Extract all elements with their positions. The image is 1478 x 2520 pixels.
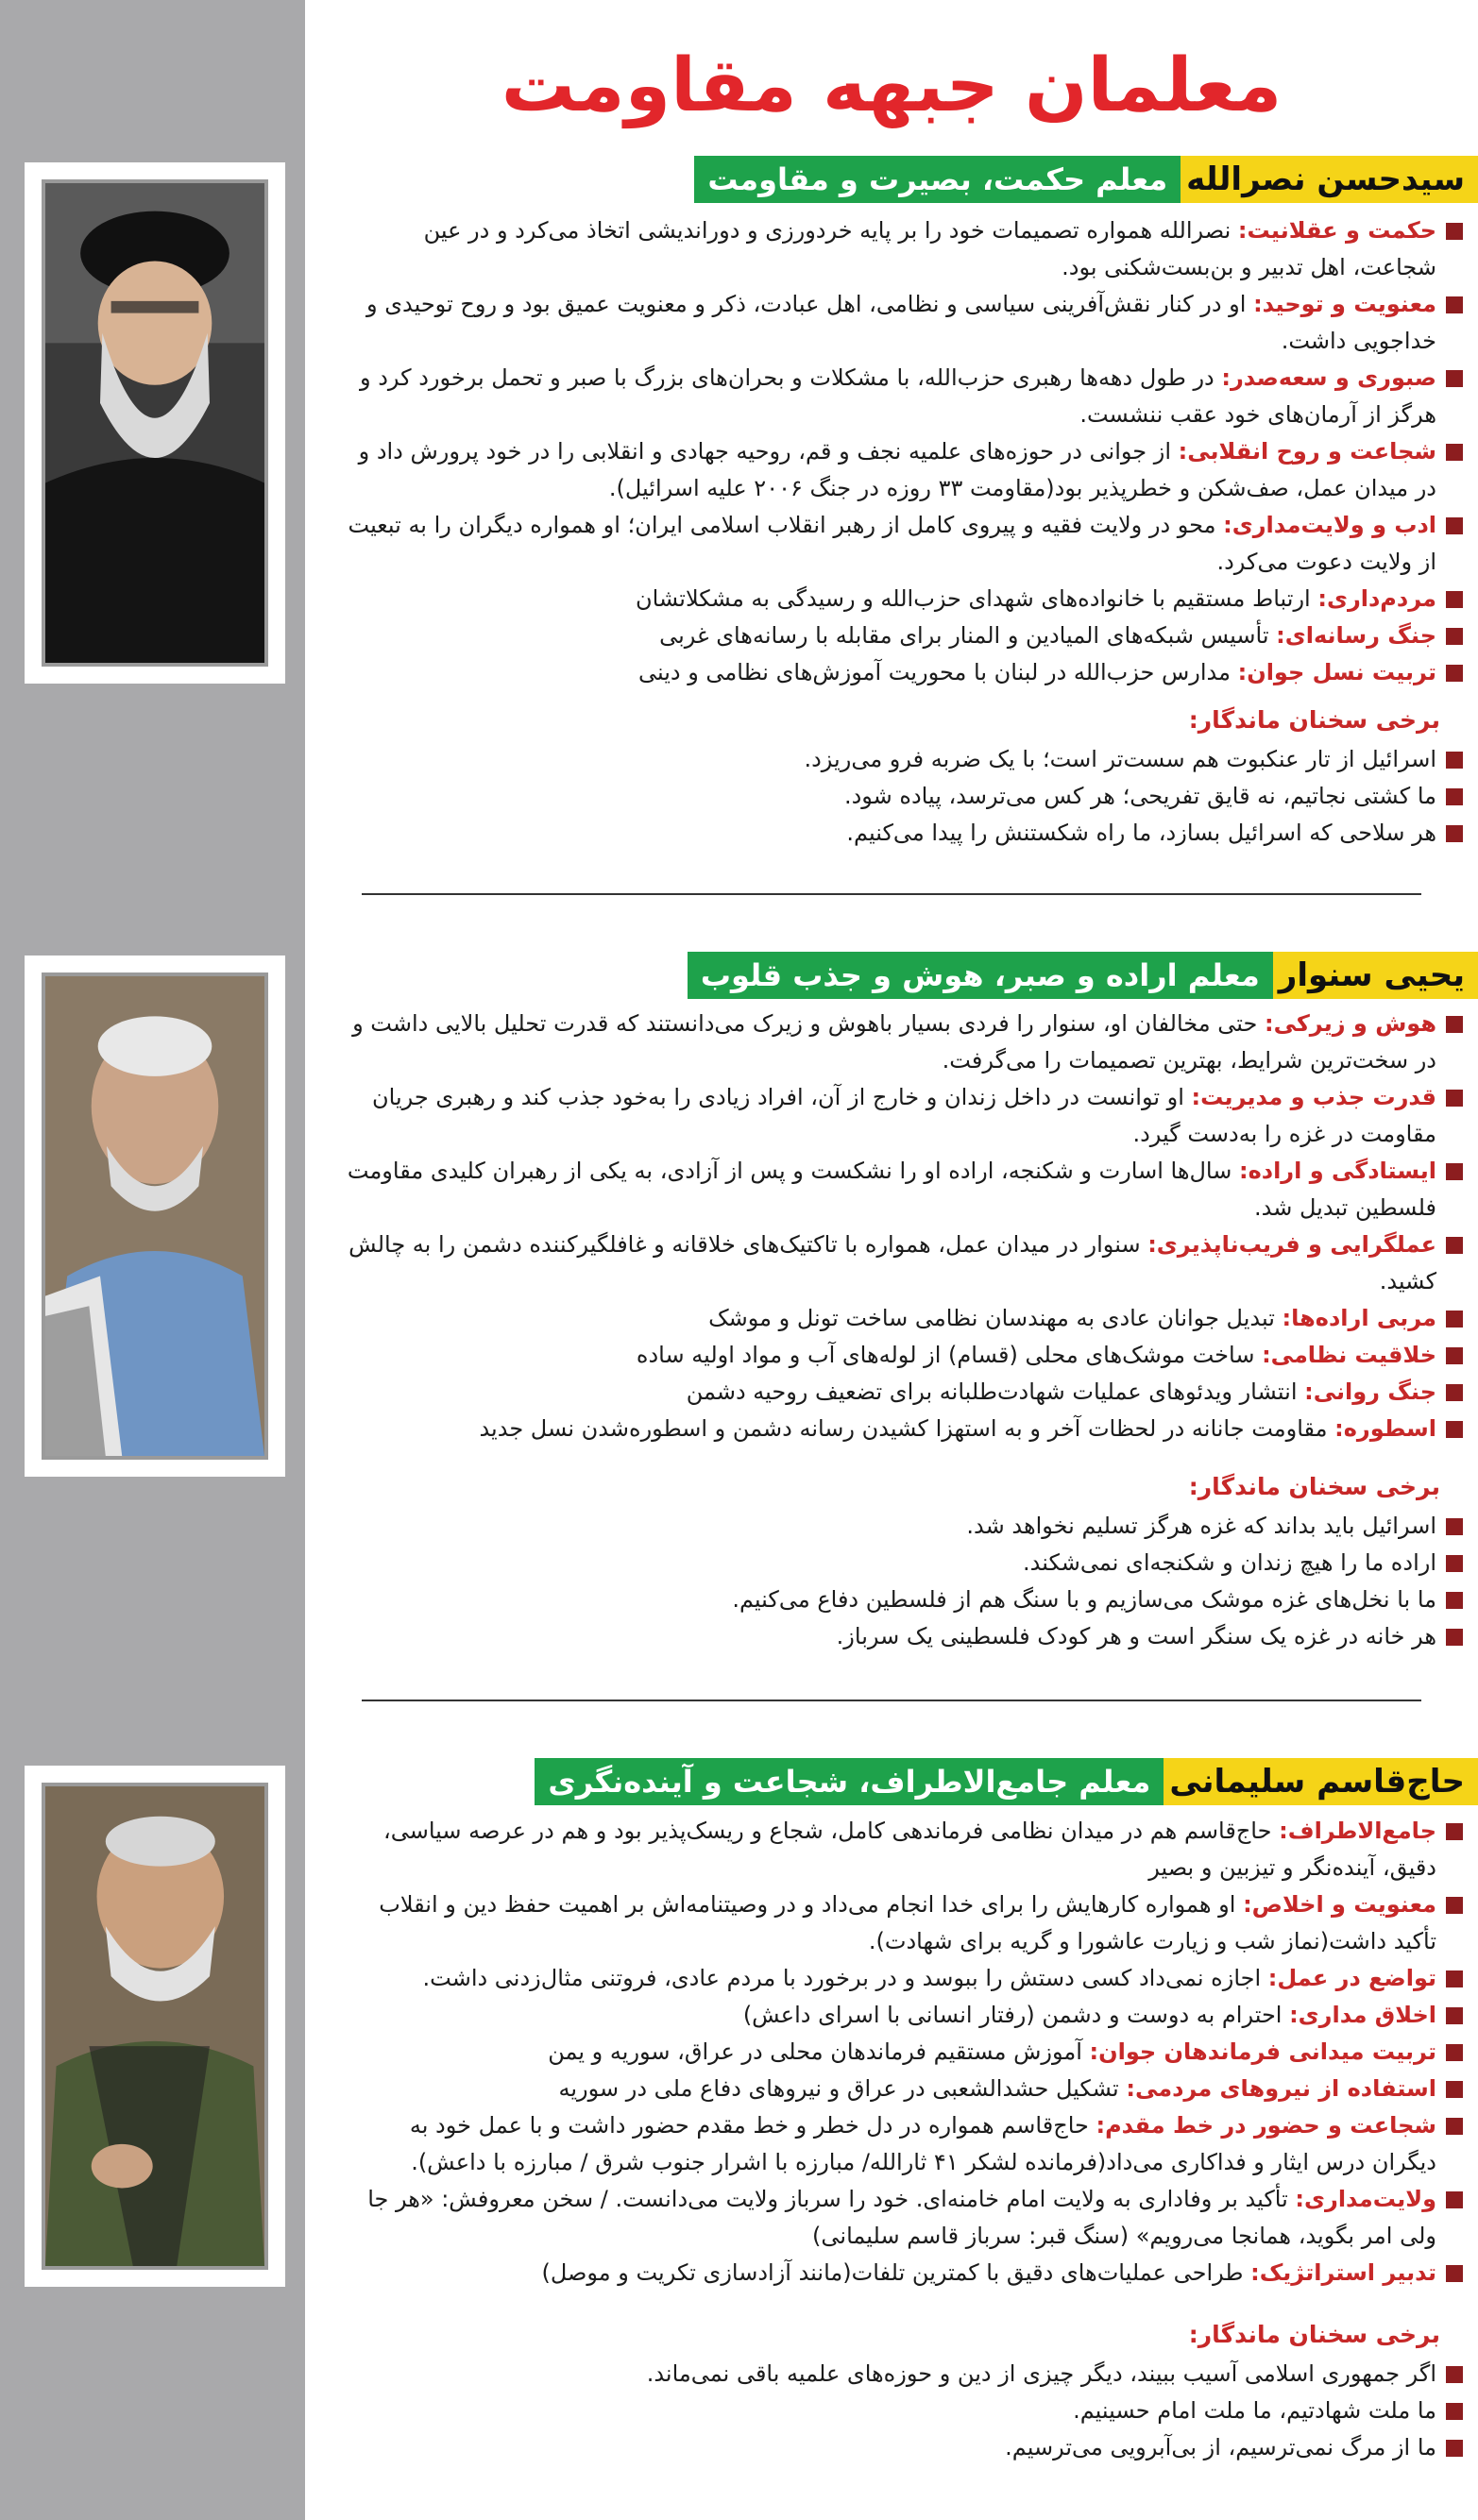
square-bullet-icon (1446, 296, 1463, 313)
square-bullet-icon (1446, 788, 1463, 805)
page-title: معلمان جبهه مقاومت (501, 43, 1283, 128)
section-3-quotes (345, 2356, 1469, 2466)
square-bullet-icon (1446, 1311, 1463, 1328)
section-1-name: سیدحسن نصرالله (1181, 156, 1478, 203)
quote-item: ما ملت شهادتیم، ما ملت امام حسینیم. (345, 2393, 1469, 2429)
list-item: تدبیر استراتژیک: طراحی عملیات‌های دقیق با کمترین تلفات(مانند آزادسازی تکریت و موصل) (345, 2255, 1469, 2292)
section-2-tagline: معلم اراده و صبر، هوش و جذب قلوب (688, 952, 1273, 999)
square-bullet-icon (1446, 1970, 1463, 1987)
square-bullet-icon (1446, 2191, 1463, 2208)
portrait-soleimani (25, 1766, 285, 2287)
section-1-tagline: معلم حکمت، بصیرت و مقاومت (694, 156, 1181, 203)
portrait-sinwar (25, 956, 285, 1477)
square-bullet-icon (1446, 825, 1463, 842)
portrait-sinwar-image (45, 976, 264, 1456)
list-item: خلاقیت نظامی: ساخت موشک‌های محلی (قسام) از لوله‌های آب و مواد اولیه ساده (345, 1337, 1469, 1374)
square-bullet-icon (1446, 2440, 1463, 2457)
section-1-quotes-title: برخی سخنان ماندگار: (1188, 706, 1440, 734)
list-item: هوش و زیرکی: حتی مخالفان او، سنوار را فردی بسیار باهوش و زیرک می‌دانستند که قدرت تحلیل بالایی داشت و در سخت‌ترین شرایط، بهترین تصمیمات را می‌گرفت. (345, 1006, 1469, 1079)
list-item: اسطوره: مقاومت جانانه در لحظات آخر و به استهزا کشیدن رسانه دشمن و اسطوره‌شدن نسل جدید (345, 1411, 1469, 1447)
list-item: ادب و ولایت‌مداری: محو در ولایت فقیه و پیروی کامل از رهبر انقلاب اسلامی ایران؛ او همواره دیگران را به تبعیت از ولایت دعوت می‌کرد. (345, 507, 1469, 581)
square-bullet-icon (1446, 370, 1463, 387)
square-bullet-icon (1446, 1016, 1463, 1033)
list-item: شجاعت و حضور در خط مقدم: حاج‌قاسم همواره در دل خطر و خط مقدم حضور داشت و با عمل خود به دیگران درس ایثار و فداکاری می‌داد(فرمانده لشکر ۴۱ ثارالله/ مبارزه با اشرار جنوب شرق / مبارزه با داعش). (345, 2107, 1469, 2181)
square-bullet-icon (1446, 665, 1463, 682)
list-item: صبوری و سعه‌صدر: در طول دهه‌ها رهبری حزب‌الله، با مشکلات و بحران‌های بزرگ با صبر و تحمل برخورد کرد و هرگز از آرمان‌های خود عقب ننشست. (345, 360, 1469, 433)
section-1-items (345, 212, 1469, 691)
quote-item: ما از مرگ نمی‌ترسیم، از بی‌آبرویی می‌ترسیم. (345, 2429, 1469, 2466)
section-2-name: یحیی سنوار (1273, 952, 1478, 999)
section-2-quotes-title: برخی سخنان ماندگار: (1188, 1473, 1440, 1500)
square-bullet-icon (1446, 1090, 1463, 1107)
square-bullet-icon (1446, 1237, 1463, 1254)
quote-item: اسرائیل باید بداند که غزه هرگز تسلیم نخواهد شد. (345, 1508, 1469, 1545)
list-item: جنگ رسانه‌ای: تأسیس شبکه‌های المیادین و المنار برای مقابله با رسانه‌های غربی (345, 617, 1469, 654)
list-item: شجاعت و روح انقلابی: از جوانی در حوزه‌های علمیه نجف و قم، روحیه جهادی و انقلابی را در خود پرورش داد و در میدان عمل، صف‌شکن و خطرپذیر بود(مقاومت ۳۳ روزه در جنگ ۲۰۰۶ علیه اسرائیل). (345, 433, 1469, 507)
section-1-header (694, 156, 1478, 203)
square-bullet-icon (1446, 1823, 1463, 1840)
list-item: تربیت میدانی فرماندهان جوان: آموزش مستقیم فرماندهان محلی در عراق، سوریه و یمن (345, 2034, 1469, 2071)
list-item: اخلاق مداری: احترام به دوست و دشمن (رفتار انسانی با اسرای داعش) (345, 1997, 1469, 2034)
square-bullet-icon (1446, 1897, 1463, 1914)
square-bullet-icon (1446, 2265, 1463, 2282)
portrait-soleimani-image (45, 1786, 264, 2266)
list-item: حکمت و عقلانیت: نصرالله همواره تصمیمات خود را بر پایه خردورزی و دوراندیشی اتخاذ می‌کرد و در عین شجاعت، اهل تدبیر و بن‌بست‌شکنی بود. (345, 212, 1469, 286)
section-3-tagline: معلم جامع‌الاطراف، شجاعت و آینده‌نگری (535, 1758, 1164, 1805)
square-bullet-icon (1446, 2007, 1463, 2024)
section-divider (362, 893, 1421, 895)
quote-item: اسرائیل از تار عنکبوت هم سست‌تر است؛ با یک ضربه فرو می‌ریزد. (345, 741, 1469, 778)
section-3-quotes-title: برخی سخنان ماندگار: (1188, 2321, 1440, 2348)
square-bullet-icon (1446, 1592, 1463, 1609)
list-item: جامع‌الاطراف: حاج‌قاسم هم در میدان نظامی فرماندهی کامل، شجاع و ریسک‌پذیر بود و هم در عرصه سیاسی، دقیق، آینده‌نگر و تیزبین و بصیر (345, 1813, 1469, 1886)
quote-item: ما کشتی نجاتیم، نه قایق تفریحی؛ هر کس می‌ترسد، پیاده شود. (345, 778, 1469, 815)
section-divider (362, 1700, 1421, 1701)
quote-item: اراده ما را هیچ زندان و شکنجه‌ای نمی‌شکند. (345, 1545, 1469, 1581)
portrait-nasrallah-image (45, 183, 264, 663)
list-item: مربی اراده‌ها: تبدیل جوانان عادی به مهندسان نظامی ساخت تونل و موشک (345, 1300, 1469, 1337)
square-bullet-icon (1446, 1555, 1463, 1572)
square-bullet-icon (1446, 2366, 1463, 2383)
list-item: ولایت‌مداری: تأکید بر وفاداری به ولایت امام خامنه‌ای. خود را سرباز ولایت می‌دانست. / سخن معروفش: «هر جا ولی امر بگوید، همانجا می‌رویم» (سنگ قبر: سرباز قاسم سلیمانی) (345, 2181, 1469, 2255)
list-item: تربیت نسل جوان: مدارس حزب‌الله در لبنان با محوریت آموزش‌های نظامی و دینی (345, 654, 1469, 691)
square-bullet-icon (1446, 444, 1463, 461)
square-bullet-icon (1446, 2081, 1463, 2098)
list-item: معنویت و اخلاص: او همواره کارهایش را برای خدا انجام می‌داد و در وصیتنامه‌اش بر اهمیت حفظ دین و انقلاب تأکید داشت(نماز شب و زیارت عاشورا و گریه برای شهادت). (345, 1886, 1469, 1960)
quote-item: اگر جمهوری اسلامی آسیب ببیند، دیگر چیزی از دین و حوزه‌های علمیه باقی نمی‌ماند. (345, 2356, 1469, 2393)
section-2-header (688, 952, 1478, 999)
square-bullet-icon (1446, 1421, 1463, 1438)
square-bullet-icon (1446, 1384, 1463, 1401)
square-bullet-icon (1446, 628, 1463, 645)
square-bullet-icon (1446, 1163, 1463, 1180)
square-bullet-icon (1446, 2118, 1463, 2135)
section-3-name: حاج‌قاسم سلیمانی (1164, 1758, 1478, 1805)
square-bullet-icon (1446, 2403, 1463, 2420)
square-bullet-icon (1446, 1518, 1463, 1535)
list-item: استفاده از نیروهای مردمی: تشکیل حشدالشعبی در عراق و نیروهای دفاع ملی در سوریه (345, 2071, 1469, 2107)
quote-item: هر خانه در غزه یک سنگر است و هر کودک فلسطینی یک سرباز. (345, 1618, 1469, 1655)
square-bullet-icon (1446, 1629, 1463, 1646)
portrait-nasrallah (25, 162, 285, 684)
square-bullet-icon (1446, 752, 1463, 769)
square-bullet-icon (1446, 517, 1463, 534)
list-item: تواضع در عمل: اجازه نمی‌داد کسی دستش را ببوسد و در برخورد با مردم عادی، فروتنی مثال‌زدنی داشت. (345, 1960, 1469, 1997)
list-item: عملگرایی و فریب‌ناپذیری: سنوار در میدان عمل، همواره با تاکتیک‌های خلاقانه و غافلگیرکننده دشمن را به چالش کشید. (345, 1226, 1469, 1300)
square-bullet-icon (1446, 2044, 1463, 2061)
quote-item: ما با نخل‌های غزه موشک می‌سازیم و با سنگ هم از فلسطین دفاع می‌کنیم. (345, 1581, 1469, 1618)
section-3-items (345, 1813, 1469, 2292)
section-2-items (345, 1006, 1469, 1447)
list-item: ایستادگی و اراده: سال‌ها اسارت و شکنجه، اراده او را نشکست و پس از آزادی، به یکی از رهبران کلیدی مقاومت فلسطین تبدیل شد. (345, 1153, 1469, 1226)
section-3-header (535, 1758, 1478, 1805)
square-bullet-icon (1446, 223, 1463, 240)
quote-item: هر سلاحی که اسرائیل بسازد، ما راه شکستنش را پیدا می‌کنیم. (345, 815, 1469, 852)
section-1-quotes (345, 741, 1469, 852)
square-bullet-icon (1446, 1347, 1463, 1364)
list-item: معنویت و توحید: او در کنار نقش‌آفرینی سیاسی و نظامی، اهل عبادت، ذکر و معنویت عمیق بود و روح توحیدی و خداجویی داشت. (345, 286, 1469, 360)
square-bullet-icon (1446, 591, 1463, 608)
list-item: مردم‌داری: ارتباط مستقیم با خانواده‌های شهدای حزب‌الله و رسیدگی به مشکلاتشان (345, 581, 1469, 617)
list-item: قدرت جذب و مدیریت: او توانست در داخل زندان و خارج از آن، افراد زیادی را به‌خود جذب کند و رهبری جریان مقاومت در غزه را به‌دست گیرد. (345, 1079, 1469, 1153)
list-item: جنگ روانی: انتشار ویدئوهای عملیات شهادت‌طلبانه برای تضعیف روحیه دشمن (345, 1374, 1469, 1411)
section-2-quotes (345, 1508, 1469, 1655)
